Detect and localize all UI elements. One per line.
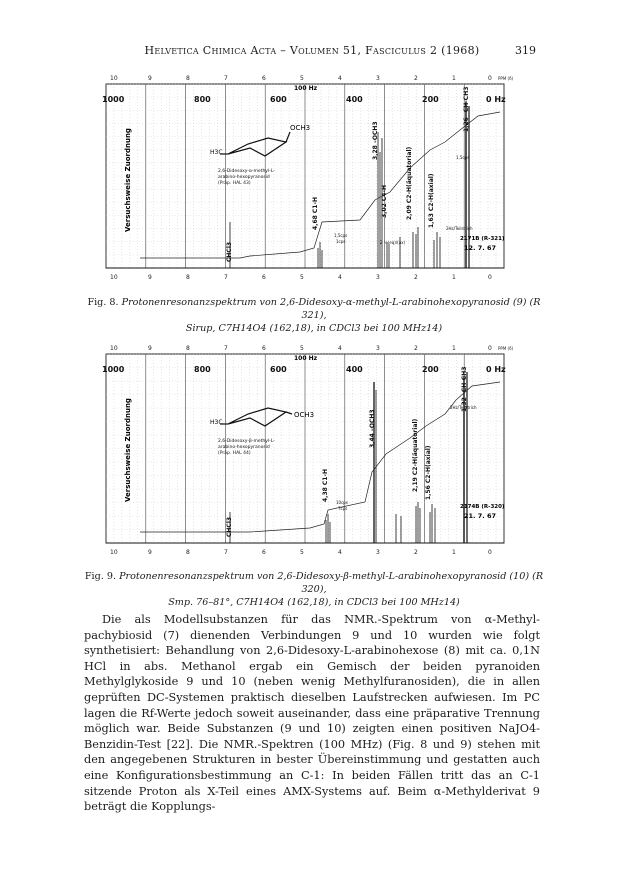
peak-label: CHCl3 — [226, 241, 233, 262]
ppm-tick: 1 — [452, 345, 456, 352]
ppm-tick-bottom: 4 — [338, 274, 342, 281]
ppm-tick-bottom: 6 — [262, 274, 266, 281]
ppm-tick: 2 — [414, 345, 418, 352]
ppm-tick-bottom: 1 — [452, 549, 456, 556]
ppm-tick-bottom: 9 — [148, 274, 152, 281]
ppm-tick: 10 — [110, 345, 118, 352]
figure-label: Fig. 9. — [84, 571, 116, 582]
hz-tick: 1000 — [102, 365, 125, 374]
integral-curve — [140, 112, 500, 258]
caption-text: Protonenresonanzspektrum von 2,6-Didesoxy-β-methyl-L-arabinohexopyranosid (10) (R 320), — [119, 571, 544, 595]
ppm-tick: 6 — [262, 345, 266, 352]
compound-name: (Präp. HAL 43) — [218, 181, 251, 186]
ppm-tick-bottom: 2 — [414, 549, 418, 556]
spectrum-date: 21. 7. 67 — [464, 512, 497, 520]
annotation: 1cps — [336, 239, 346, 244]
integral-curve — [140, 382, 500, 532]
peak-label: CHCl3 — [226, 516, 233, 537]
ppm-tick: 1 — [452, 75, 456, 82]
compound-name: arabino-hexopyranosid — [218, 175, 270, 180]
peak-label: 2,19 C2-H(äquatorial) — [412, 418, 419, 492]
ppm-tick-bottom: 7 — [224, 549, 228, 556]
ppm-tick: 4 — [338, 75, 342, 82]
ppm-tick: 7 — [224, 345, 228, 352]
ppm-tick: 10 — [110, 75, 118, 82]
scale-label: 100 Hz — [294, 85, 318, 92]
figure-9-spectrum — [100, 342, 520, 557]
ppm-tick: 9 — [148, 75, 152, 82]
ppm-tick-bottom: 6 — [262, 549, 266, 556]
ppm-tick-bottom: 8 — [186, 274, 190, 281]
ppm-tick-bottom: 8 — [186, 549, 190, 556]
compound-name: 2,6-Didesoxy-α-methyl-L- — [218, 169, 275, 174]
annotation: 1,5cps — [334, 233, 348, 238]
annotation: 1,5cps — [456, 155, 470, 160]
peak-label: 3,28 –OCH3 — [372, 121, 379, 160]
structure-methyl-label: H3C — [210, 419, 223, 426]
peak-label: 4,38 C1-H — [322, 469, 329, 502]
ppm-axis-label: PPM (δ) — [498, 346, 514, 351]
chair-structure — [220, 132, 290, 156]
ppm-tick-bottom: 5 — [300, 274, 304, 281]
compound-name: (Präp. HAL 44) — [218, 451, 251, 456]
ppm-tick: 5 — [300, 75, 304, 82]
ppm-tick-bottom: 2 — [414, 274, 418, 281]
peak-label: 1,63 C2-H(axial) — [428, 173, 435, 228]
ppm-tick: 4 — [338, 345, 342, 352]
structure-substituent: OCH3 — [294, 411, 315, 419]
ppm-tick: 9 — [148, 345, 152, 352]
ppm-tick: 0 — [488, 345, 492, 352]
hz-tick: 0 Hz — [486, 95, 506, 104]
hz-tick: 200 — [422, 95, 439, 104]
ppm-tick-bottom: 9 — [148, 549, 152, 556]
caption-detail: Smp. 76–81°, C7H14O4 (162,18), in CDCl3 bei 100 MHz14) — [168, 597, 460, 608]
compound-name: arabino-hexopyranosid — [218, 445, 270, 450]
spectrum-date: 12. 7. 67 — [464, 244, 497, 252]
ppm-tick: 5 — [300, 345, 304, 352]
ppm-tick: 0 — [488, 75, 492, 82]
ppm-tick-bottom: 0 — [488, 274, 492, 281]
figure-label: Fig. 8. — [87, 297, 119, 308]
peak-label: 3,44 –OCH3 — [369, 409, 376, 448]
ppm-tick-bottom: 5 — [300, 549, 304, 556]
figure-8-spectrum — [100, 72, 520, 282]
running-header — [0, 44, 624, 60]
hz-tick: 400 — [346, 95, 363, 104]
scale-label: 100 Hz — [294, 355, 318, 362]
ppm-tick: 3 — [376, 345, 380, 352]
figure-8-chart — [100, 72, 520, 282]
hz-tick: 800 — [194, 95, 211, 104]
side-label: Versuchsweise Zuordnung — [124, 128, 132, 232]
spectrum-id: 2171B (R-321) — [460, 236, 505, 242]
ppm-tick-bottom: 7 — [224, 274, 228, 281]
ppm-tick: 7 — [224, 75, 228, 82]
annotation: 2Hz/Teilstrich — [450, 405, 477, 410]
ppm-tick: 2 — [414, 75, 418, 82]
ppm-tick-bottom: 10 — [110, 274, 118, 281]
ppm-tick-bottom: 1 — [452, 274, 456, 281]
compound-name: 2,6-Didesoxy-β-methyl-L- — [218, 439, 275, 444]
peak-label: 1,32 –CH-CH3 — [461, 366, 468, 412]
structure-methyl-label: H3C — [210, 149, 223, 156]
ppm-tick: 3 — [376, 75, 380, 82]
peak-label: 2,09 C2-H(äquatorial) — [406, 146, 413, 220]
hz-tick: 200 — [422, 365, 439, 374]
ppm-tick-bottom: 10 — [110, 549, 118, 556]
annotation: 2 ½(eq)/(ax) — [380, 240, 406, 245]
hz-tick: 0 Hz — [486, 365, 506, 374]
page-number: 319 — [515, 44, 536, 57]
peak-label: 4,68 C1-H — [312, 197, 319, 230]
figure-9-chart — [100, 342, 520, 557]
hz-tick: 800 — [194, 365, 211, 374]
ppm-axis-label: PPM (δ) — [498, 76, 514, 81]
annotation: 7cps — [338, 506, 348, 511]
caption-detail: Sirup, C7H14O4 (162,18), in CDCl3 bei 100 MHz14) — [185, 323, 443, 334]
ppm-tick-bottom: 3 — [376, 274, 380, 281]
annotation: 10cps — [336, 500, 348, 505]
figure-8-caption — [84, 296, 544, 335]
ppm-tick-bottom: 0 — [488, 549, 492, 556]
ppm-tick: 6 — [262, 75, 266, 82]
hz-tick: 600 — [270, 365, 287, 374]
peak-label: 1,26 –CH-CH3 — [463, 86, 470, 132]
ppm-tick-bottom: 4 — [338, 549, 342, 556]
ppm-tick: 8 — [186, 75, 190, 82]
hz-tick: 1000 — [102, 95, 125, 104]
side-label: Versuchsweise Zuordnung — [124, 398, 132, 502]
peak-label: 3,02 C4-H — [381, 185, 388, 218]
structure-substituent: OCH3 — [290, 124, 311, 132]
running-title: Helvetica Chimica Acta – Volumen 51, Fasciculus 2 (1968) — [144, 44, 480, 57]
body-paragraph: Die als Modellsubstanzen für das NMR.-Spektrum von α-Methyl-pachybiosid (7) dienenden Verbindungen 9 und 10 wurden wie folgt synthetisiert: Behandlung von 2,6-Didesoxy-L-arabinohexose (8) mit ca. 0,1N HCl in abs. Methanol ergab ein Gemisch der beiden pyranoiden Methylglykoside 9 und 10 (neben wenig Methylfuranosiden), die in allen geprüften DC-Systemen praktisch dieselben Laufstrecken aufwiesen. Im PC lagen die Rf-Werte jedoch soweit auseinander, dass eine präparative Trennung möglich war. Beide Substanzen (9 und 10) zeigten einen positiven NaJO4-Benzidin-Test [22]. Die NMR.-Spektren (100 MHz) (Fig. 8 und 9) stehen mit den angegebenen Strukturen in bester Übereinstimmung und gestatten auch eine Konfigurationsbestimmung an C-1: In beiden Fällen tritt das an C-1 sitzende Proton als X-Teil eines AMX-Systems auf. Beim α-Methylderivat 9 beträgt die Kopplungs- — [84, 613, 540, 814]
hz-tick: 600 — [270, 95, 287, 104]
body-text — [84, 612, 540, 815]
ppm-tick: 8 — [186, 345, 190, 352]
caption-text: Protonenresonanzspektrum von 2,6-Didesoxy-α-methyl-L-arabinohexopyranosid (9) (R 321), — [121, 297, 541, 321]
ppm-tick-bottom: 3 — [376, 549, 380, 556]
peak-label: 1,56 C2-H(axial) — [425, 445, 432, 500]
figure-9-caption — [84, 570, 544, 609]
spectrum-id: 2174B (R-320) — [460, 504, 505, 510]
hz-tick: 400 — [346, 365, 363, 374]
annotation: 2Hz/Teilstrich — [446, 226, 473, 231]
